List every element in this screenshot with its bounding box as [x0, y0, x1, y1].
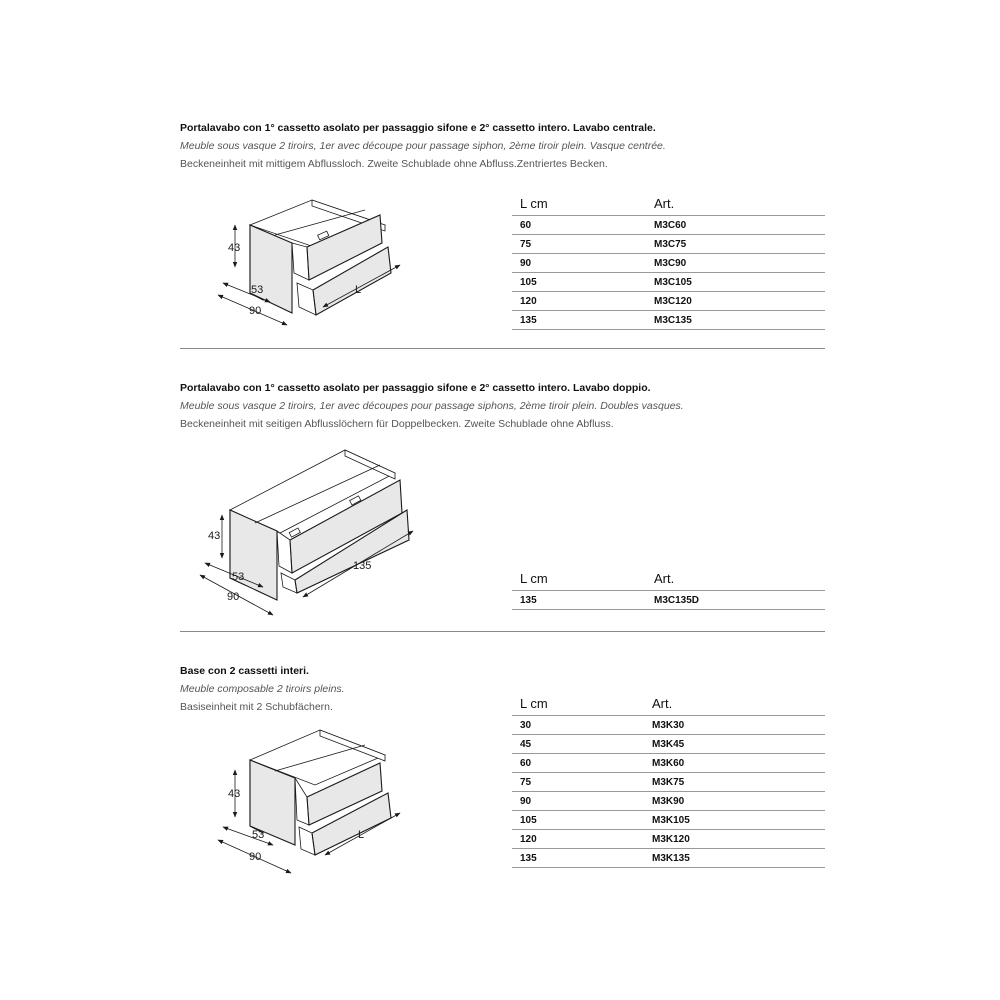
dimension-length-label: 135 — [353, 560, 372, 572]
section-divider — [180, 631, 825, 632]
section-1-title-it: Portalavabo con 1° cassetto asolato per passaggio sifone e 2° cassetto intero. Lavabo centrale. — [180, 122, 656, 134]
cabinet-side-panel — [250, 225, 292, 313]
cell-art: M3C90 — [654, 258, 687, 269]
cell-l: 75 — [520, 239, 532, 250]
cell-l: 105 — [520, 815, 537, 826]
table-row — [512, 754, 825, 773]
table-row — [512, 292, 825, 311]
dimension-width-label: 90 — [249, 305, 262, 317]
header-art: Art. — [654, 571, 675, 586]
cell-art: M3C135D — [654, 595, 700, 606]
section-3-table — [512, 693, 825, 868]
table-row — [512, 735, 825, 754]
cell-art: M3K90 — [652, 796, 685, 807]
table-row — [512, 216, 825, 235]
cell-art: M3K60 — [652, 758, 685, 769]
table-row — [512, 254, 825, 273]
table-row — [512, 235, 825, 254]
cell-art: M3C105 — [654, 277, 692, 288]
table-header — [512, 193, 825, 216]
dimension-length-label: L — [355, 284, 362, 296]
cell-art: M3C135 — [654, 315, 692, 326]
cell-l: 135 — [520, 853, 537, 864]
dimension-height-label: 43 — [228, 242, 241, 254]
cabinet-drawing-central-sink — [215, 195, 415, 340]
cell-l: 105 — [520, 277, 537, 288]
cell-art: M3K45 — [652, 739, 685, 750]
cell-art: M3K120 — [652, 834, 690, 845]
cabinet-drawing-base — [215, 725, 415, 875]
cell-l: 60 — [520, 758, 532, 769]
section-2-title-it: Portalavabo con 1° cassetto asolato per passaggio sifone e 2° cassetto intero. Lavabo doppio. — [180, 382, 651, 394]
dimension-width-label: 90 — [249, 851, 262, 863]
dimension-height-label: 43 — [228, 788, 241, 800]
table-header — [512, 568, 825, 591]
section-1-text-fr: Meuble sous vasque 2 tiroirs, 1er avec découpe pour passage siphon, 2ème tiroir plein. Vasque centrée. — [180, 140, 666, 152]
cell-l: 90 — [520, 258, 532, 269]
table-row — [512, 591, 825, 610]
table-row — [512, 716, 825, 735]
section-2-text-de: Beckeneinheit mit seitigen Abflusslöchern für Doppelbecken. Zweite Schublade ohne Abfluss. — [180, 418, 614, 430]
cell-l: 75 — [520, 777, 532, 788]
table-header — [512, 693, 825, 716]
table-row — [512, 849, 825, 868]
table-row — [512, 773, 825, 792]
section-1-text-de: Beckeneinheit mit mittigem Abflussloch. Zweite Schublade ohne Abfluss.Zentriertes Becken. — [180, 158, 608, 170]
table-row — [512, 792, 825, 811]
cell-l: 90 — [520, 796, 532, 807]
section-3-title-it: Base con 2 cassetti interi. — [180, 665, 309, 677]
section-2-table — [512, 568, 825, 610]
dimension-depth-label: 53 — [252, 829, 265, 841]
section-3-text-de: Basiseinheit mit 2 Schubfächern. — [180, 701, 333, 713]
header-l-cm: L cm — [520, 196, 548, 211]
section-3-text-fr: Meuble composable 2 tiroirs pleins. — [180, 683, 345, 695]
dimension-length-label: L — [358, 829, 365, 841]
cell-art: M3K105 — [652, 815, 690, 826]
table-row — [512, 830, 825, 849]
dimension-width-label: 90 — [227, 591, 240, 603]
cell-art: M3C75 — [654, 239, 687, 250]
cell-art: M3K75 — [652, 777, 685, 788]
cell-l: 135 — [520, 595, 537, 606]
cell-art: M3C120 — [654, 296, 692, 307]
cell-l: 135 — [520, 315, 537, 326]
section-2-description — [180, 379, 820, 433]
table-row — [512, 311, 825, 330]
section-divider — [180, 348, 825, 349]
cell-l: 45 — [520, 739, 532, 750]
cell-l: 60 — [520, 220, 532, 231]
cell-art: M3K30 — [652, 720, 685, 731]
header-l-cm: L cm — [520, 696, 548, 711]
cell-art: M3C60 — [654, 220, 687, 231]
cell-art: M3K135 — [652, 853, 690, 864]
section-1-description — [180, 119, 820, 173]
table-row — [512, 811, 825, 830]
section-1-table — [512, 193, 825, 330]
table-row — [512, 273, 825, 292]
header-art: Art. — [652, 696, 673, 711]
dimension-height-label: 43 — [208, 530, 221, 542]
cell-l: 120 — [520, 834, 537, 845]
cell-l: 30 — [520, 720, 532, 731]
header-l-cm: L cm — [520, 571, 548, 586]
dimension-depth-label: 53 — [251, 284, 264, 296]
header-art: Art. — [654, 196, 675, 211]
section-2-text-fr: Meuble sous vasque 2 tiroirs, 1er avec découpes pour passage siphons, 2ème tiroir plein. Doubles vasques. — [180, 400, 684, 412]
cabinet-drawing-double-sink — [195, 445, 425, 620]
dimension-depth-label: 53 — [232, 571, 245, 583]
cell-l: 120 — [520, 296, 537, 307]
